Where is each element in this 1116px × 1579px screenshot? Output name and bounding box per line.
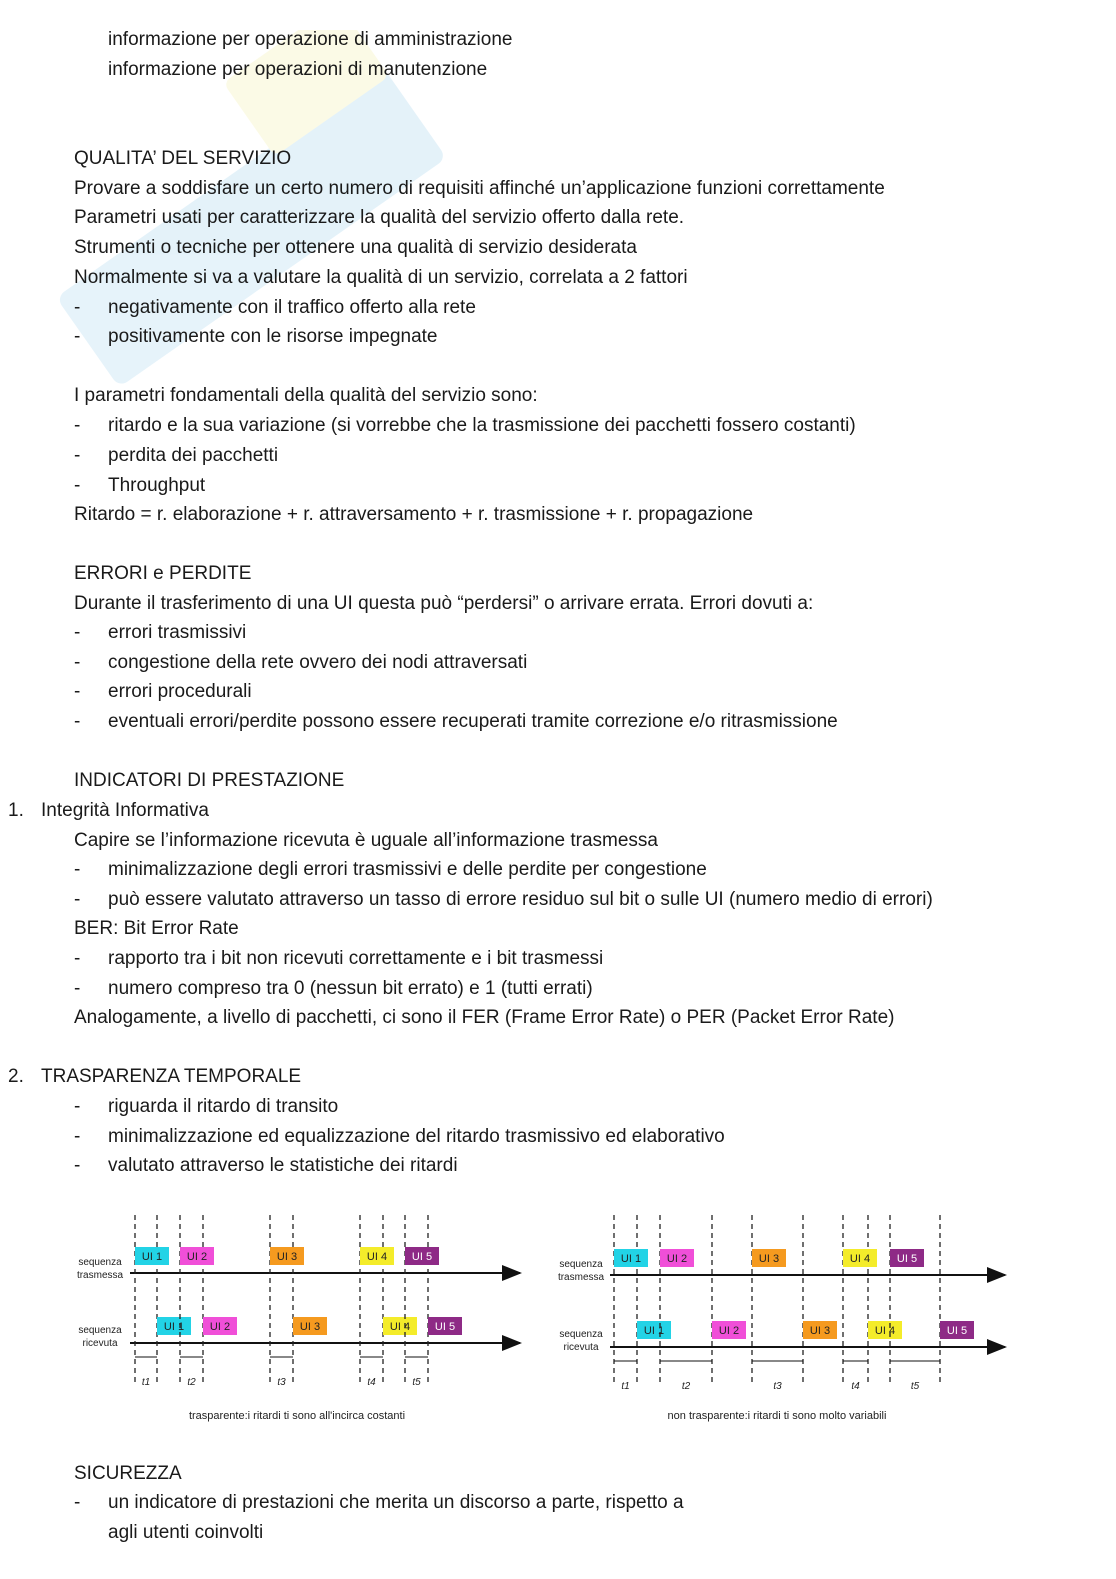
qos-bullet-1: negativamente con il traffico offerto alla rete (108, 297, 476, 318)
delay-label: t3 (773, 1381, 782, 1392)
indicator-1-title: Integrità Informativa (41, 800, 209, 821)
delay-label: t1 (141, 1377, 151, 1388)
ber-definition: BER: Bit Error Rate (74, 918, 239, 939)
bullet-dash: - (74, 889, 81, 910)
qos-heading: QUALITA’ DEL SERVIZIO (74, 148, 292, 169)
delay-label: t2 (187, 1377, 196, 1388)
ui-packet-received-label: UI 5 (946, 1325, 968, 1337)
delay-label: t4 (367, 1377, 376, 1388)
timing-diagram (0, 1205, 1116, 1440)
bullet-dash: - (74, 622, 81, 643)
ui-packet-sent-label: UI 5 (411, 1251, 433, 1263)
tx-sequence-label: sequenza (559, 1259, 603, 1270)
indicator-2-bullet-3: valutato attraverso le statistiche dei ritardi (108, 1155, 458, 1176)
errors-bullet-1: errori trasmissivi (108, 622, 247, 643)
indicator-2-bullet-1: riguarda il ritardo di transito (108, 1096, 339, 1117)
intro-line-1: informazione per operazione di amministrazione (108, 29, 513, 50)
delay-label: t5 (910, 1381, 920, 1392)
qos-paragraph-3: Strumenti o tecniche per ottenere una qualità di servizio desiderata (74, 237, 637, 258)
qos-paragraph-1: Provare a soddisfare un certo numero di requisiti affinché un’applicazione funzioni correttamente (74, 178, 885, 199)
ui-packet-sent-label: UI 1 (620, 1253, 642, 1265)
security-bullet-line-2: agli utenti coinvolti (108, 1522, 264, 1543)
ui-packet-received-label: UI 3 (809, 1325, 831, 1337)
bullet-dash: - (74, 326, 81, 347)
bullet-dash: - (74, 652, 81, 673)
ui-packet-sent-label: UI 4 (849, 1253, 871, 1265)
bullet-dash: - (74, 1096, 81, 1117)
diagram-panel-transparent (77, 1215, 520, 1422)
ui-packet-received-label: UI 2 (209, 1321, 231, 1333)
errors-heading: ERRORI e PERDITE (74, 563, 252, 584)
list-number-2: 2. (8, 1066, 24, 1087)
qos-bullet-2: positivamente con le risorse impegnate (108, 326, 438, 347)
bullet-dash: - (74, 445, 81, 466)
indicator-1-bullet-2: può essere valutato attraverso un tasso di errore residuo sul bit o sulle UI (numero medio di errori) (108, 889, 933, 910)
bullet-dash: - (74, 1155, 81, 1176)
ui-packet-received-label: UI 3 (299, 1321, 321, 1333)
bullet-dash: - (74, 978, 81, 999)
qos-formula: Ritardo = r. elaborazione + r. attraversamento + r. trasmissione + r. propagazione (74, 504, 754, 525)
qos-paragraph-2: Parametri usati per caratterizzare la qualità del servizio offerto dalla rete. (74, 207, 685, 228)
bullet-dash: - (74, 475, 81, 496)
delay-label: t5 (412, 1377, 421, 1388)
ber-bullet-1: rapporto tra i bit non ricevuti correttamente e i bit trasmessi (108, 948, 604, 969)
qos-bullet-4: perdita dei pacchetti (108, 445, 279, 466)
bullet-dash: - (74, 1126, 81, 1147)
diagram-caption: non trasparente:i ritardi ti sono molto variabili (667, 1410, 887, 1422)
indicator-2-title: TRASPARENZA TEMPORALE (41, 1066, 302, 1087)
rx-sequence-label: sequenza (559, 1329, 603, 1340)
ui-packet-received-label: UI 4 (389, 1321, 411, 1333)
indicator-1-bullet-1: minimalizzazione degli errori trasmissivi e delle perdite per congestione (108, 859, 707, 880)
errors-bullet-4: eventuali errori/perdite possono essere recuperati tramite correzione e/o ritrasmissione (108, 711, 838, 732)
bullet-dash: - (74, 948, 81, 969)
diagram-panel-non-transparent (558, 1215, 1005, 1422)
bullet-dash: - (74, 681, 81, 702)
bullet-dash: - (74, 711, 81, 732)
qos-bullet-5: Throughput (108, 475, 206, 496)
qos-paragraph-5: I parametri fondamentali della qualità del servizio sono: (74, 385, 538, 406)
qos-bullet-3: ritardo e la sua variazione (si vorrebbe che la trasmissione dei pacchetti fossero costanti) (108, 415, 856, 436)
delay-label: t1 (621, 1381, 630, 1392)
bullet-dash: - (74, 859, 81, 880)
tx-sequence-label: trasmessa (557, 1272, 605, 1283)
indicator-1-paragraph-2: Analogamente, a livello di pacchetti, ci sono il FER (Frame Error Rate) o PER (Packet Error Rate) (74, 1007, 895, 1028)
bullet-dash: - (74, 297, 81, 318)
qos-paragraph-4: Normalmente si va a valutare la qualità di un servizio, correlata a 2 fattori (74, 267, 688, 288)
delay-label: t4 (851, 1381, 860, 1392)
ber-bullet-2: numero compreso tra 0 (nessun bit errato) e 1 (tutti errati) (108, 978, 593, 999)
rx-sequence-label: ricevuta (563, 1342, 599, 1353)
errors-paragraph: Durante il trasferimento di una UI questa può “perdersi” o arrivare errata. Errori dovuti a: (74, 593, 814, 614)
ui-packet-sent-label: UI 3 (276, 1251, 298, 1263)
errors-bullet-2: congestione della rete ovvero dei nodi attraversati (108, 652, 528, 673)
delay-label: t3 (277, 1377, 286, 1388)
ui-packet-received-label: UI 1 (643, 1325, 665, 1337)
ui-packet-received-label: UI 5 (434, 1321, 456, 1333)
ui-packet-sent-label: UI 3 (758, 1253, 780, 1265)
indicators-heading: INDICATORI DI PRESTAZIONE (74, 770, 345, 791)
security-bullet-line-1: un indicatore di prestazioni che merita un discorso a parte, rispetto a (108, 1492, 684, 1513)
ui-packet-received-label: UI 1 (163, 1321, 185, 1333)
ui-packet-sent-label: UI 1 (141, 1251, 163, 1263)
ui-packet-sent-label: UI 5 (896, 1253, 918, 1265)
bullet-dash: - (74, 1492, 81, 1513)
intro-line-2: informazione per operazioni di manutenzione (108, 59, 488, 80)
tx-sequence-label: sequenza (78, 1257, 122, 1268)
rx-sequence-label: ricevuta (82, 1338, 118, 1349)
security-heading: SICUREZZA (74, 1463, 182, 1484)
bullet-dash: - (74, 415, 81, 436)
rx-sequence-label: sequenza (78, 1325, 122, 1336)
ui-packet-sent-label: UI 4 (366, 1251, 388, 1263)
delay-label: t2 (681, 1381, 691, 1392)
list-number-1: 1. (8, 800, 24, 821)
indicator-1-paragraph: Capire se l’informazione ricevuta è uguale all’informazione trasmessa (74, 830, 658, 851)
ui-packet-sent-label: UI 2 (666, 1253, 688, 1265)
indicator-2-bullet-2: minimalizzazione ed equalizzazione del ritardo trasmissivo ed elaborativo (108, 1126, 725, 1147)
ui-packet-received-label: UI 4 (874, 1325, 896, 1337)
tx-sequence-label: trasmessa (76, 1270, 124, 1281)
ui-packet-received-label: UI 2 (718, 1325, 740, 1337)
diagram-caption: trasparente:i ritardi ti sono all'incirca costanti (188, 1410, 406, 1422)
errors-bullet-3: errori procedurali (108, 681, 252, 702)
ui-packet-sent-label: UI 2 (186, 1251, 208, 1263)
